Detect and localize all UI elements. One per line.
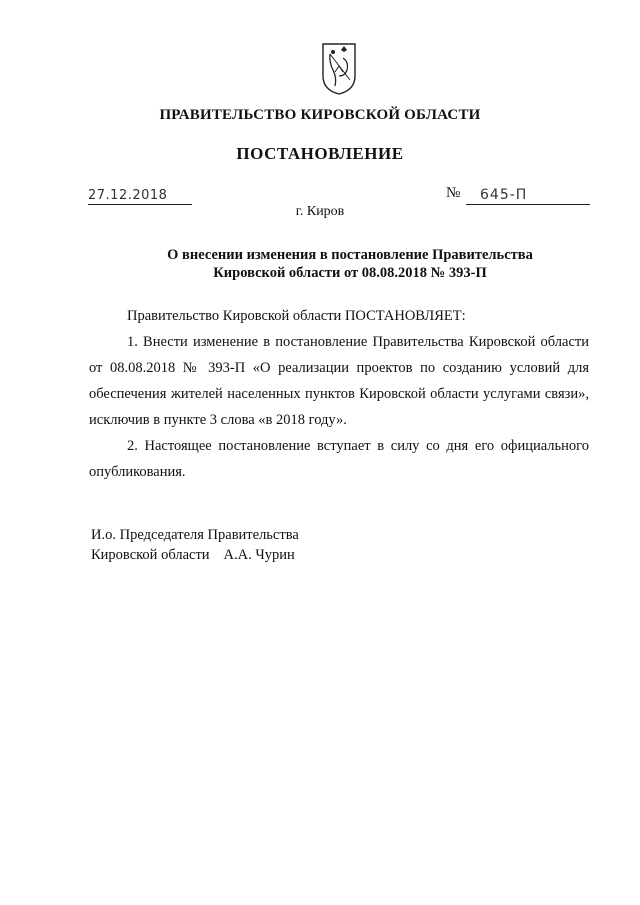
- document-body: [89, 303, 589, 485]
- coat-of-arms-icon: [321, 40, 357, 96]
- number-field: [466, 182, 590, 205]
- document-subject: [150, 246, 550, 282]
- body-item-1: 1. Внести изменение в постановление Правительства Кировской области от 08.08.2018 № 393-П «О реализации проектов по созданию условий для обеспечения жителей населенных пунктов Кировской области услугами связи», исключив в пункте 3 слова «в 2018 году».: [89, 334, 589, 428]
- city: г. Киров: [295, 204, 345, 219]
- number-sign: №: [446, 185, 461, 201]
- document-number: 645-П: [480, 187, 528, 203]
- signer-name: А.А. Чурин: [223, 547, 295, 563]
- organization-title: ПРАВИТЕЛЬСТВО КИРОВСКОЙ ОБЛАСТИ: [159, 107, 481, 123]
- subject-line-2: Кировской области от 08.08.2018 № 393-П: [213, 265, 487, 281]
- signer-position-line-1: И.о. Председателя Правительства: [91, 527, 299, 543]
- body-intro: Правительство Кировской области ПОСТАНОВЛЯЕТ:: [127, 308, 466, 324]
- body-item-2: 2. Настоящее постановление вступает в силу со дня его официального опубликования.: [89, 438, 589, 480]
- signer-position-line-2: Кировской области: [91, 547, 210, 563]
- date-field: [88, 182, 192, 205]
- document-date: 27.12.2018: [88, 188, 168, 203]
- subject-line-1: О внесении изменения в постановление Правительства: [167, 247, 533, 263]
- document-type: ПОСТАНОВЛЕНИЕ: [236, 144, 404, 163]
- signature-block: [91, 525, 299, 565]
